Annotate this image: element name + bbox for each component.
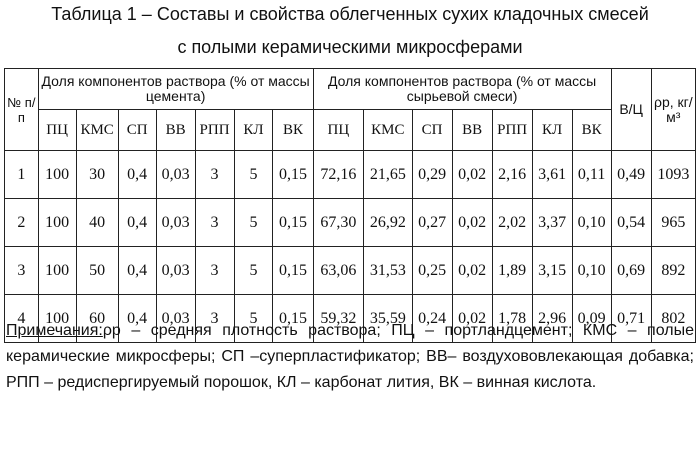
- subheader-mix-3: ВВ: [452, 110, 492, 151]
- cell-density: 892: [651, 247, 695, 295]
- cell-mix-1: 31,53: [364, 247, 412, 295]
- cell-vc: 0,69: [611, 247, 651, 295]
- cell-mix-3: 0,02: [452, 199, 492, 247]
- cell-mix-6: 0,10: [572, 247, 611, 295]
- cell-mix-2: 0,29: [412, 151, 452, 199]
- subheader-cement-4: РПП: [195, 110, 234, 151]
- cell-density: 965: [651, 199, 695, 247]
- cell-mix-6: 0,09: [572, 295, 611, 343]
- table-row: [5, 151, 696, 199]
- subheader-cement-6: ВК: [273, 110, 313, 151]
- row-number: 3: [5, 247, 39, 295]
- cell-mix-2: 0,24: [412, 295, 452, 343]
- cell-cement-5: 5: [234, 199, 273, 247]
- cell-mix-1: 21,65: [364, 151, 412, 199]
- cell-cement-4: 3: [195, 151, 234, 199]
- composition-table: [4, 68, 696, 343]
- row-number: 4: [5, 295, 39, 343]
- cell-mix-5: 3,61: [532, 151, 572, 199]
- row-number: 2: [5, 199, 39, 247]
- notes-text: ρр – средняя плотность раствора; ПЦ – портландцемент; КМС – полые керамические микросферы; СП –суперпластификатор; ВВ– воздухововлекающая добавка; РПП – редиспергируемый порошок, КЛ – карбонат лития, ВК – винная кислота.: [6, 322, 694, 391]
- cell-cement-5: 5: [234, 151, 273, 199]
- cell-density: 1093: [651, 151, 695, 199]
- cell-cement-2: 0,4: [118, 199, 156, 247]
- table-row: [5, 247, 696, 295]
- cell-cement-6: 0,15: [273, 199, 313, 247]
- cell-mix-0: 63,06: [313, 247, 364, 295]
- cell-vc: 0,49: [611, 151, 651, 199]
- cell-mix-4: 1,89: [492, 247, 532, 295]
- subheader-cement-5: КЛ: [234, 110, 273, 151]
- cell-mix-5: 3,15: [532, 247, 572, 295]
- cell-cement-0: 100: [38, 199, 76, 247]
- cell-cement-1: 30: [76, 151, 118, 199]
- table-notes: [6, 318, 694, 396]
- cell-mix-2: 0,27: [412, 199, 452, 247]
- cell-cement-3: 0,03: [156, 199, 195, 247]
- cell-mix-0: 72,16: [313, 151, 364, 199]
- cell-mix-3: 0,02: [452, 247, 492, 295]
- cell-cement-5: 5: [234, 295, 273, 343]
- cell-cement-1: 60: [76, 295, 118, 343]
- cell-mix-3: 0,02: [452, 295, 492, 343]
- cell-cement-3: 0,03: [156, 151, 195, 199]
- cell-cement-5: 5: [234, 247, 273, 295]
- cell-mix-4: 1,78: [492, 295, 532, 343]
- header-vc: В/Ц: [611, 69, 651, 151]
- cell-cement-3: 0,03: [156, 295, 195, 343]
- cell-mix-4: 2,02: [492, 199, 532, 247]
- cell-cement-1: 40: [76, 199, 118, 247]
- cell-cement-0: 100: [38, 295, 76, 343]
- subheader-cement-1: КМС: [76, 110, 118, 151]
- cell-mix-6: 0,10: [572, 199, 611, 247]
- header-group-cement: Доля компонентов раствора (% от массы цемента): [38, 69, 313, 110]
- table-title-line-1: Таблица 1 – Составы и свойства облегченных сухих кладочных смесей: [51, 4, 649, 24]
- subheader-cement-2: СП: [118, 110, 156, 151]
- cell-mix-2: 0,25: [412, 247, 452, 295]
- cell-cement-2: 0,4: [118, 151, 156, 199]
- cell-mix-1: 26,92: [364, 199, 412, 247]
- header-group-mix: Доля компонентов раствора (% от массы сырьевой смеси): [313, 69, 611, 110]
- table-row: [5, 199, 696, 247]
- subheader-mix-1: КМС: [364, 110, 412, 151]
- cell-mix-1: 35,59: [364, 295, 412, 343]
- cell-cement-6: 0,15: [273, 295, 313, 343]
- subheader-mix-0: ПЦ: [313, 110, 364, 151]
- cell-cement-6: 0,15: [273, 151, 313, 199]
- subheader-mix-4: РПП: [492, 110, 532, 151]
- cell-mix-0: 67,30: [313, 199, 364, 247]
- cell-cement-4: 3: [195, 295, 234, 343]
- header-density: ρр, кг/м³: [651, 69, 695, 151]
- cell-cement-0: 100: [38, 247, 76, 295]
- subheader-cement-0: ПЦ: [38, 110, 76, 151]
- cell-cement-1: 50: [76, 247, 118, 295]
- cell-mix-6: 0,11: [572, 151, 611, 199]
- table-title-line-2: с полыми керамическими микросферами: [177, 37, 523, 57]
- cell-cement-3: 0,03: [156, 247, 195, 295]
- subheader-cement-3: ВВ: [156, 110, 195, 151]
- row-number: 1: [5, 151, 39, 199]
- cell-cement-2: 0,4: [118, 247, 156, 295]
- cell-cement-2: 0,4: [118, 295, 156, 343]
- notes-label: Примечания:: [6, 322, 103, 339]
- cell-cement-0: 100: [38, 151, 76, 199]
- cell-vc: 0,71: [611, 295, 651, 343]
- cell-mix-5: 3,37: [532, 199, 572, 247]
- subheader-mix-2: СП: [412, 110, 452, 151]
- cell-cement-4: 3: [195, 247, 234, 295]
- cell-cement-4: 3: [195, 199, 234, 247]
- cell-mix-4: 2,16: [492, 151, 532, 199]
- cell-mix-5: 2,96: [532, 295, 572, 343]
- cell-mix-0: 59,32: [313, 295, 364, 343]
- subheader-mix-5: КЛ: [532, 110, 572, 151]
- header-number: № п/п: [5, 69, 39, 151]
- cell-cement-6: 0,15: [273, 247, 313, 295]
- cell-density: 802: [651, 295, 695, 343]
- cell-mix-3: 0,02: [452, 151, 492, 199]
- subheader-mix-6: ВК: [572, 110, 611, 151]
- cell-vc: 0,54: [611, 199, 651, 247]
